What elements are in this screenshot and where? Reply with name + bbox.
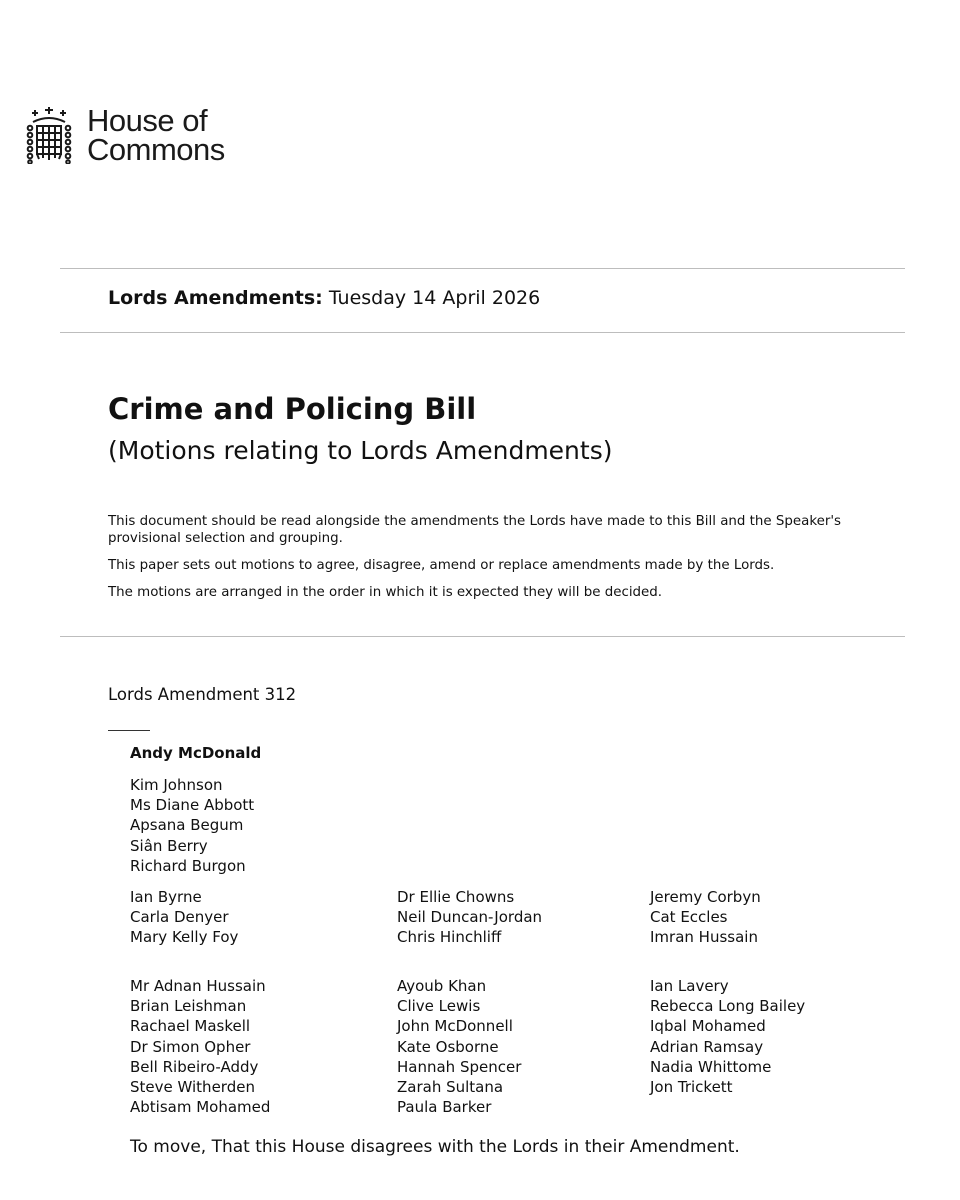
- logo-text-line2: Commons: [87, 132, 225, 167]
- member-name: Rachael Maskell: [130, 1017, 251, 1036]
- amendment-heading: Lords Amendment 312: [108, 685, 297, 704]
- member-name: John McDonnell: [397, 1017, 513, 1036]
- member-name: Apsana Begum: [130, 816, 244, 835]
- member-name: Jeremy Corbyn: [650, 888, 761, 906]
- intro-paragraph: This document should be read alongside the amendments the Lords have made to this Bill and the Speaker's provisional selection and grouping.: [108, 514, 842, 546]
- divider: [60, 332, 905, 333]
- member-name: Abtisam Mohamed: [130, 1098, 271, 1117]
- member-name: Rebecca Long Bailey: [650, 997, 806, 1016]
- date-label: Lords Amendments:: [108, 287, 323, 309]
- date-value: Tuesday 14 April 2026: [328, 287, 541, 309]
- supporters-group-3-col-2: [397, 976, 521, 1117]
- member-name: Kim Johnson: [130, 776, 223, 794]
- member-name: Dr Ellie Chowns: [397, 888, 515, 906]
- supporters-group-1: [130, 775, 254, 876]
- divider: [60, 268, 905, 269]
- member-name: Brian Leishman: [130, 997, 247, 1016]
- motion-text: To move, That this House disagrees with the Lords in their Amendment.: [130, 1137, 740, 1157]
- supporters-group-3-col-3: [650, 976, 805, 1097]
- divider: [60, 636, 905, 637]
- member-name: Jon Trickett: [650, 1078, 733, 1097]
- member-name: Kate Osborne: [397, 1037, 499, 1056]
- supporters-group-2-col-2: [397, 887, 542, 948]
- member-name: Bell Ribeiro-Addy: [130, 1057, 259, 1076]
- member-name: Richard Burgon: [130, 856, 246, 875]
- member-name: Ian Lavery: [650, 977, 729, 995]
- supporters-group-2-col-1: [130, 887, 238, 948]
- house-of-commons-logo: [25, 103, 225, 167]
- member-name: Nadia Whittome: [650, 1057, 772, 1076]
- member-name: Hannah Spencer: [397, 1057, 522, 1076]
- member-name: Carla Denyer: [130, 908, 229, 927]
- member-name: Mr Adnan Hussain: [130, 977, 266, 995]
- bill-title: Crime and Policing Bill: [108, 392, 477, 426]
- member-name: Mary Kelly Foy: [130, 928, 239, 947]
- member-name: Ms Diane Abbott: [130, 796, 255, 815]
- intro-paragraph: The motions are arranged in the order in which it is expected they will be decided.: [108, 585, 663, 600]
- member-name: Clive Lewis: [397, 997, 481, 1016]
- logo-text-line1: House of: [87, 103, 208, 138]
- member-name: Dr Simon Opher: [130, 1037, 251, 1056]
- member-name: Zarah Sultana: [397, 1078, 504, 1097]
- intro-paragraph: This paper sets out motions to agree, disagree, amend or replace amendments made by the Lords.: [108, 558, 775, 573]
- supporters-group-3-col-1: [130, 976, 270, 1117]
- member-name: Imran Hussain: [650, 928, 758, 947]
- member-name: Neil Duncan-Jordan: [397, 908, 543, 927]
- portcullis-icon: [25, 106, 73, 164]
- bill-subtitle: (Motions relating to Lords Amendments): [108, 436, 613, 465]
- member-name: Ian Byrne: [130, 888, 202, 906]
- member-name: Adrian Ramsay: [650, 1037, 764, 1056]
- date-line: [108, 287, 540, 309]
- member-name: Cat Eccles: [650, 908, 728, 927]
- member-name: Ayoub Khan: [397, 977, 487, 995]
- lead-member: Andy McDonald: [130, 744, 262, 762]
- member-name: Iqbal Mohamed: [650, 1017, 766, 1036]
- member-name: Paula Barker: [397, 1098, 492, 1117]
- short-divider: [108, 730, 150, 731]
- member-name: Chris Hinchliff: [397, 928, 502, 947]
- member-name: Steve Witherden: [130, 1078, 255, 1097]
- member-name: Siân Berry: [130, 836, 208, 855]
- supporters-group-2-col-3: [650, 887, 761, 948]
